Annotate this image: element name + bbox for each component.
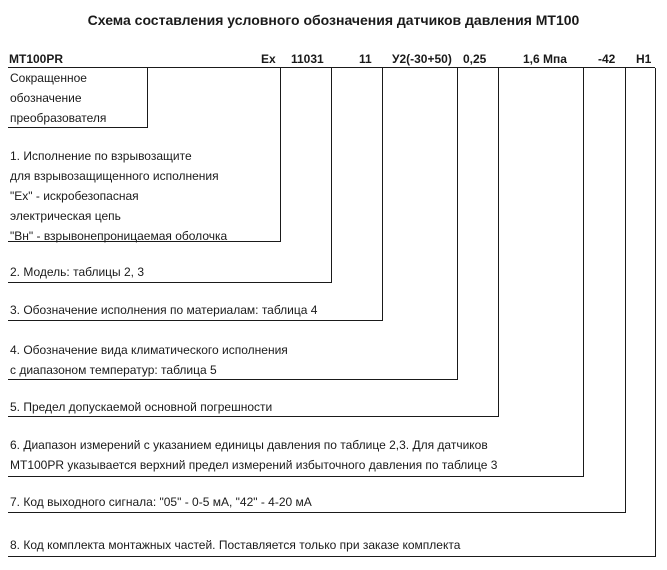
- desc-4-line: 4. Обозначение вида климатического исполнения: [10, 343, 288, 357]
- desc-abbrev-line: обозначение: [10, 91, 82, 105]
- desc-5-line: 5. Предел допускаемой основной погрешности: [10, 400, 273, 414]
- desc-3-line: 3. Обозначение исполнения по материалам: таблица 4: [10, 303, 318, 317]
- desc-3: [10, 300, 317, 320]
- desc-1: [10, 146, 227, 246]
- desc-1-line: "Вн" - взрывонепроницаемая оболочка: [10, 229, 228, 243]
- desc-1-line: 1. Исполнение по взрывозащите: [10, 149, 192, 163]
- desc-4: [10, 340, 288, 380]
- desc-5: [10, 397, 272, 417]
- code-kit: Н1: [636, 52, 652, 66]
- desc-1-line: "Ex" - искробезопасная: [10, 189, 139, 203]
- code-range: 1,6 Мпа: [523, 52, 567, 66]
- desc-7: [10, 492, 312, 512]
- desc-6-line: 6. Диапазон измерений с указанием единицы давления по таблице 2,3. Для датчиков: [10, 438, 488, 452]
- code-error: 0,25: [463, 52, 487, 66]
- desc-1-line: для взрывозащищенного исполнения: [10, 169, 219, 183]
- desc-abbrev-line: преобразователя: [10, 111, 107, 125]
- desc-7-line: 7. Код выходного сигнала: "05" - 0-5 мА, "42" - 4-20 мА: [10, 495, 312, 509]
- code-signal: -42: [598, 52, 616, 66]
- desc-2: [10, 262, 144, 282]
- code-model: МТ100PR: [9, 52, 64, 66]
- desc-4-line: с диапазоном температур: таблица 5: [10, 363, 217, 377]
- desc-8-line: 8. Код комплекта монтажных частей. Поставляется только при заказе комплекта: [10, 538, 461, 552]
- code-ex: Ex: [261, 52, 276, 66]
- desc-1-line: электрическая цепь: [10, 209, 121, 223]
- desc-abbrev-line: Сокращенное: [10, 71, 87, 85]
- code-climate: У2(-30+50): [392, 52, 452, 66]
- scheme-title: Схема составления условного обозначения датчиков давления МТ100: [87, 12, 580, 28]
- desc-6-line: МТ100PR указывается верхний предел измерений избыточного давления по таблице 3: [10, 458, 498, 472]
- desc-abbrev: [10, 68, 106, 128]
- desc-8: [10, 535, 460, 555]
- code-model-num: 11031: [291, 52, 324, 66]
- code-material: 11: [359, 52, 372, 66]
- desc-2-line: 2. Модель: таблицы 2, 3: [10, 265, 145, 279]
- desc-6: [10, 435, 497, 475]
